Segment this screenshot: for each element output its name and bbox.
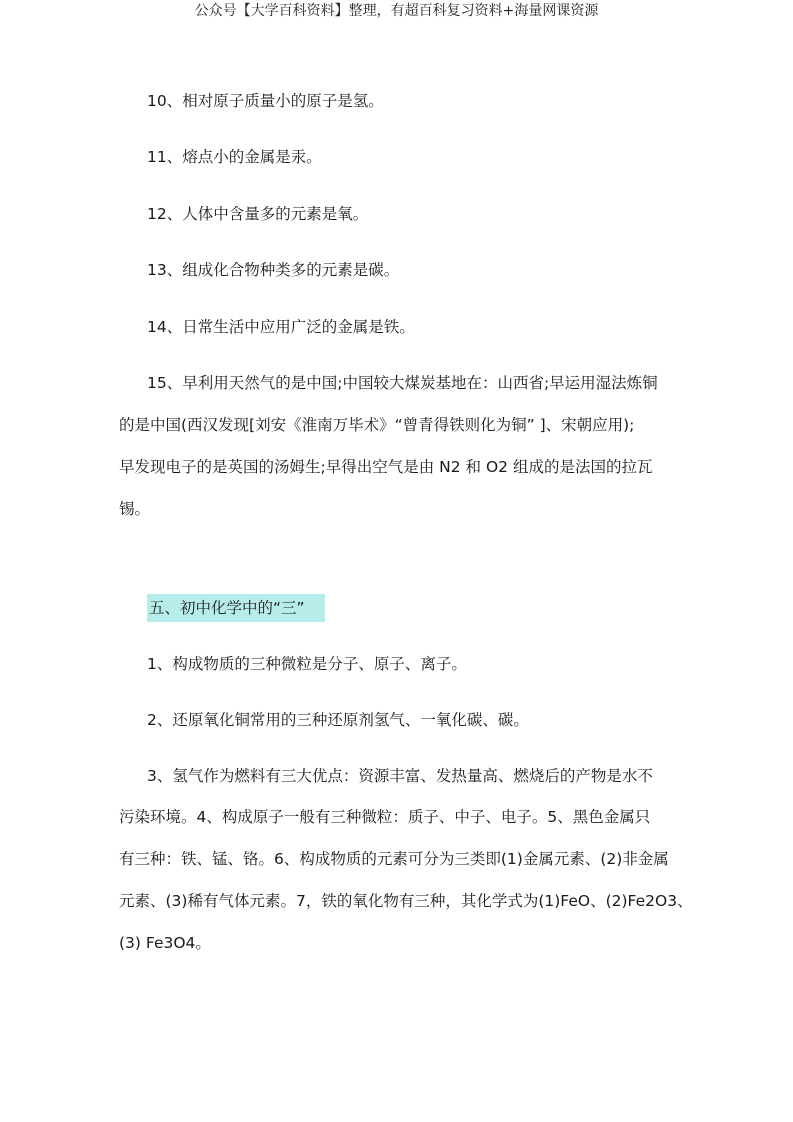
list-item-2: 2、还原氧化铜常用的三种还原剂氢气、一氧化碳、碳。 <box>147 711 529 729</box>
page-header: 公众号【大学百科资料】整理，有超百科复习资料+海量网课资源 <box>194 3 599 19</box>
paragraph-line: 的是中国(西汉发现[刘安《淮南万毕术》“曾青得铁则化为铜” ]、宋朝应用); <box>119 416 635 434</box>
paragraph-line: 有三种：铁、锰、铬。6、构成物质的元素可分为三类即(1)金属元素、(2)非金属 <box>119 850 669 868</box>
paragraph-line: 3、氢气作为燃料有三大优点：资源丰富、发热量高、燃烧后的产物是水不 <box>147 767 653 785</box>
list-item-1: 1、构成物质的三种微粒是分子、原子、离子。 <box>147 655 467 673</box>
paragraph-line: 早发现电子的是英国的汤姆生;早得出空气是由 N2 和 O2 组成的是法国的拉瓦 <box>119 458 653 476</box>
paragraph-line: 锡。 <box>119 500 151 518</box>
list-item-13: 13、组成化合物种类多的元素是碳。 <box>147 261 400 279</box>
paragraph-line: 元素、(3)稀有气体元素。7，铁的氧化物有三种，其化学式为(1)FeO、(2)Fe2O3、 <box>119 892 693 910</box>
section-heading: 五、初中化学中的“三” <box>147 594 325 622</box>
paragraph-line: 15、早利用天然气的是中国;中国较大煤炭基地在：山西省;早运用湿法炼铜 <box>147 374 658 392</box>
list-item-14: 14、日常生活中应用广泛的金属是铁。 <box>147 318 415 336</box>
list-item-12: 12、人体中含量多的元素是氧。 <box>147 205 369 223</box>
list-item-11: 11、熔点小的金属是汞。 <box>147 148 322 166</box>
list-item-10: 10、相对原子质量小的原子是氢。 <box>147 92 384 110</box>
paragraph-line: (3) Fe3O4。 <box>119 934 211 952</box>
paragraph-line: 污染环境。4、构成原子一般有三种微粒：质子、中子、电子。5、黑色金属只 <box>119 808 651 826</box>
